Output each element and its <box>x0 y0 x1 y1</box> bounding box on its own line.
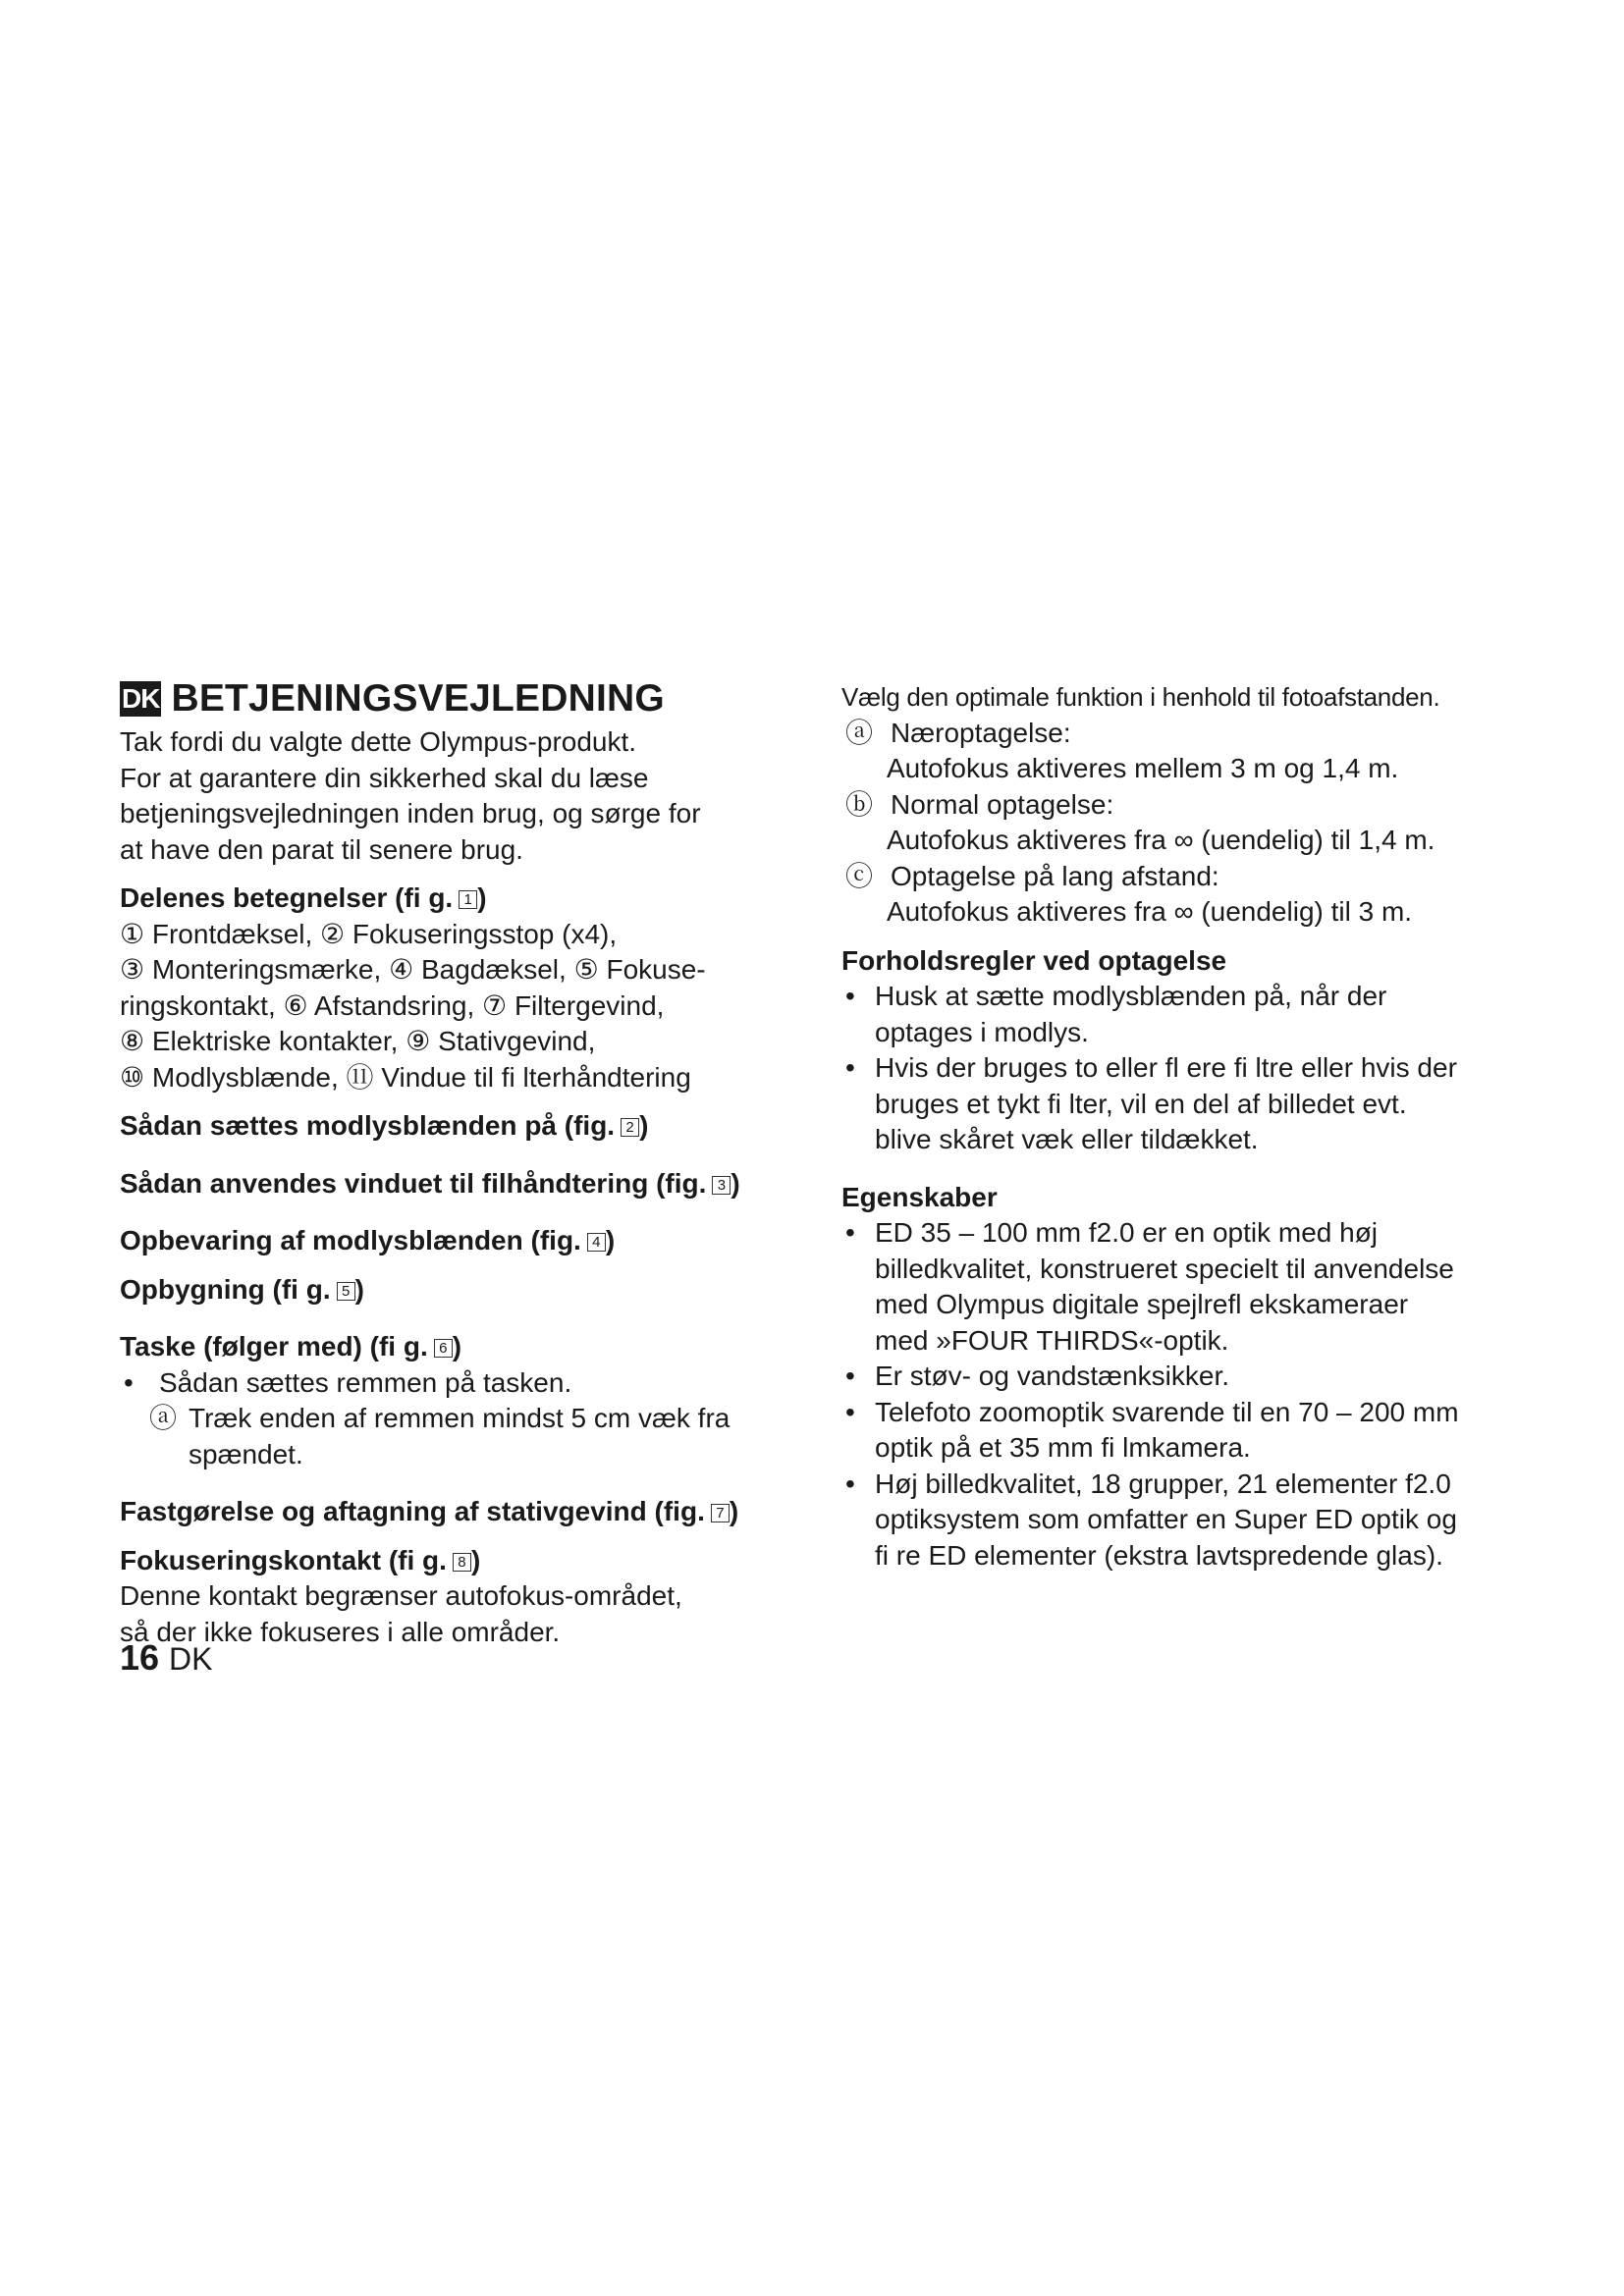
paren: ) <box>354 1273 364 1305</box>
paren: ) <box>731 1167 740 1199</box>
mode-detail: Autofokus aktiveres mellem 3 m og 1,4 m. <box>887 753 1399 783</box>
case-sub-text: Træk enden af remmen mindst 5 cm væk fra <box>189 1403 731 1433</box>
mode-label: Næroptagelse: <box>891 717 1071 748</box>
page-title: BETJENINGSVEJLEDNING <box>171 677 665 720</box>
figure-ref-icon: 2 <box>621 1118 639 1137</box>
circled-letter-icon: ⓐ <box>149 1403 178 1433</box>
figure-ref-icon: 4 <box>587 1233 606 1252</box>
paren: ) <box>477 882 487 913</box>
list-item-text <box>875 1467 1529 1575</box>
features-heading: Egenskaber <box>841 1181 998 1212</box>
intro-line: at have den parat til senere brug. <box>120 833 523 865</box>
line: Husk at sætte modlysblænden på, når der <box>875 981 1387 1011</box>
list-item <box>841 1395 1529 1467</box>
circled-letter-icon: ⓑ <box>845 788 874 820</box>
right-intro: Vælg den optimale funktion i henhold til fotoafstanden. <box>841 682 1440 712</box>
paren: ) <box>452 1331 462 1362</box>
circled-letter-icon: ⓐ <box>845 717 874 748</box>
list-item <box>841 1467 1529 1575</box>
language-badge: DK <box>120 681 161 717</box>
page-number: 16 <box>120 1637 160 1678</box>
paren: ) <box>729 1496 739 1526</box>
case-heading <box>120 1329 787 1365</box>
list-item-text <box>875 979 1529 1050</box>
focus-heading <box>120 1543 787 1579</box>
left-column <box>120 673 787 1650</box>
bullet-icon: • <box>845 1396 855 1427</box>
list-item-text <box>875 1395 1529 1467</box>
storage-heading-text: Opbevaring af modlysblænden (fig. <box>120 1225 581 1255</box>
bullet-icon: • <box>845 1468 855 1499</box>
focus-line: så der ikke fokuseres i alle områder. <box>120 1616 561 1647</box>
hood-heading <box>120 1108 787 1145</box>
figure-ref-icon: 1 <box>459 890 477 909</box>
bullet-icon: • <box>124 1366 134 1398</box>
right-column <box>841 679 1529 1574</box>
list-item <box>841 1050 1529 1158</box>
mode-label: Optagelse på lang afstand: <box>891 860 1219 891</box>
list-item-text: Er støv- og vandstænksikker. <box>875 1361 1230 1391</box>
mode-detail: Autofokus aktiveres fra ∞ (uendelig) til 1,4 m. <box>887 825 1435 855</box>
parts-line: ringskontakt, ⑥ Afstandsring, ⑦ Filtergevind, <box>120 989 665 1021</box>
case-heading-text: Taske (følger med) (fi g. <box>120 1331 428 1362</box>
bullet-icon: • <box>845 1361 855 1391</box>
figure-ref-icon: 8 <box>453 1553 471 1572</box>
line: med Olympus digitale spejlrefl ekskameraer <box>875 1289 1409 1319</box>
line: optik på et 35 mm fi lmkamera. <box>875 1432 1251 1463</box>
intro-line: For at garantere din sikkerhed skal du læse <box>120 762 649 793</box>
mode-item <box>841 716 1529 752</box>
build-heading-text: Opbygning (fi g. <box>120 1273 331 1305</box>
mode-item <box>841 859 1529 895</box>
line: blive skåret væk eller tildækket. <box>875 1124 1259 1154</box>
window-heading-text: Sådan anvendes vinduet til filhåndtering (fig. <box>120 1167 707 1199</box>
mode-item <box>841 787 1529 824</box>
list-item-text <box>875 1050 1529 1158</box>
mode-detail: Autofokus aktiveres fra ∞ (uendelig) til 3 m. <box>887 896 1413 927</box>
figure-ref-icon: 3 <box>712 1176 731 1195</box>
parts-heading-text: Delenes betegnelser (fi g. <box>120 882 454 913</box>
figure-ref-icon: 7 <box>711 1504 730 1522</box>
line: optiksystem som omfatter en Super ED optik og <box>875 1504 1457 1534</box>
parts-line: ① Frontdæksel, ② Fokuseringsstop (x4), <box>120 918 618 949</box>
title-row <box>120 673 787 724</box>
parts-line: ⑩ Modlysblænde, ⑪ Vindue til fi lterhåndtering <box>120 1061 691 1093</box>
focus-line: Denne kontakt begrænser autofokus-området, <box>120 1580 682 1611</box>
parts-heading <box>120 881 787 917</box>
case-sub-text: spændet. <box>189 1438 303 1469</box>
line: ED 35 – 100 mm f2.0 er en optik med høj <box>875 1217 1379 1248</box>
line: bruges et tykt fi lter, vil en del af billedet evt. <box>875 1088 1407 1119</box>
paren: ) <box>470 1544 481 1575</box>
tripod-heading <box>120 1494 787 1530</box>
figure-ref-icon: 5 <box>337 1282 355 1301</box>
tripod-heading-text: Fastgørelse og aftagning af stativgevind (fig. <box>120 1496 705 1526</box>
bullet-icon: • <box>845 1052 855 1083</box>
precautions-heading: Forholdsregler ved optagelse <box>841 944 1227 976</box>
build-heading <box>120 1272 787 1308</box>
focus-heading-text: Fokuseringskontakt (fi g. <box>120 1544 447 1575</box>
page-language: DK <box>169 1641 213 1677</box>
window-heading <box>120 1166 787 1202</box>
parts-line: ③ Monteringsmærke, ④ Bagdæksel, ⑤ Fokuse- <box>120 954 706 985</box>
case-sub-item <box>120 1401 787 1437</box>
storage-heading <box>120 1223 787 1259</box>
case-bullet-text: Sådan sættes remmen på tasken. <box>159 1366 572 1398</box>
intro-line: Tak fordi du valgte dette Olympus-produkt. <box>120 726 637 757</box>
list-item <box>841 1215 1529 1359</box>
line: Høj billedkvalitet, 18 grupper, 21 elementer f2.0 <box>875 1468 1451 1499</box>
parts-line: ⑧ Elektriske kontakter, ⑨ Stativgevind, <box>120 1026 596 1056</box>
figure-ref-icon: 6 <box>434 1339 453 1358</box>
list-item <box>120 1365 787 1402</box>
list-item <box>841 1359 1529 1395</box>
line: fi re ED elementer (ekstra lavtspredende glas). <box>875 1539 1443 1571</box>
bullet-icon: • <box>845 981 855 1011</box>
line: med »FOUR THIRDS«-optik. <box>875 1324 1229 1356</box>
line: billedkvalitet, konstrueret specielt til anvendelse <box>875 1253 1454 1284</box>
bullet-icon: • <box>845 1217 855 1248</box>
line: optages i modlys. <box>875 1016 1089 1047</box>
paren: ) <box>639 1110 649 1141</box>
intro-line: betjeningsvejledningen inden brug, og sørge for <box>120 798 701 828</box>
line: Telefoto zoomoptik svarende til en 70 – 200 mm <box>875 1396 1459 1427</box>
circled-letter-icon: ⓒ <box>845 860 874 891</box>
mode-label: Normal optagelse: <box>891 788 1114 820</box>
line: Hvis der bruges to eller fl ere fi ltre eller hvis der <box>875 1052 1457 1083</box>
list-item-text <box>875 1215 1529 1359</box>
paren: ) <box>605 1225 616 1255</box>
page-footer <box>120 1637 213 1679</box>
hood-heading-text: Sådan sættes modlysblænden på (fig. <box>120 1110 616 1141</box>
list-item <box>841 979 1529 1050</box>
